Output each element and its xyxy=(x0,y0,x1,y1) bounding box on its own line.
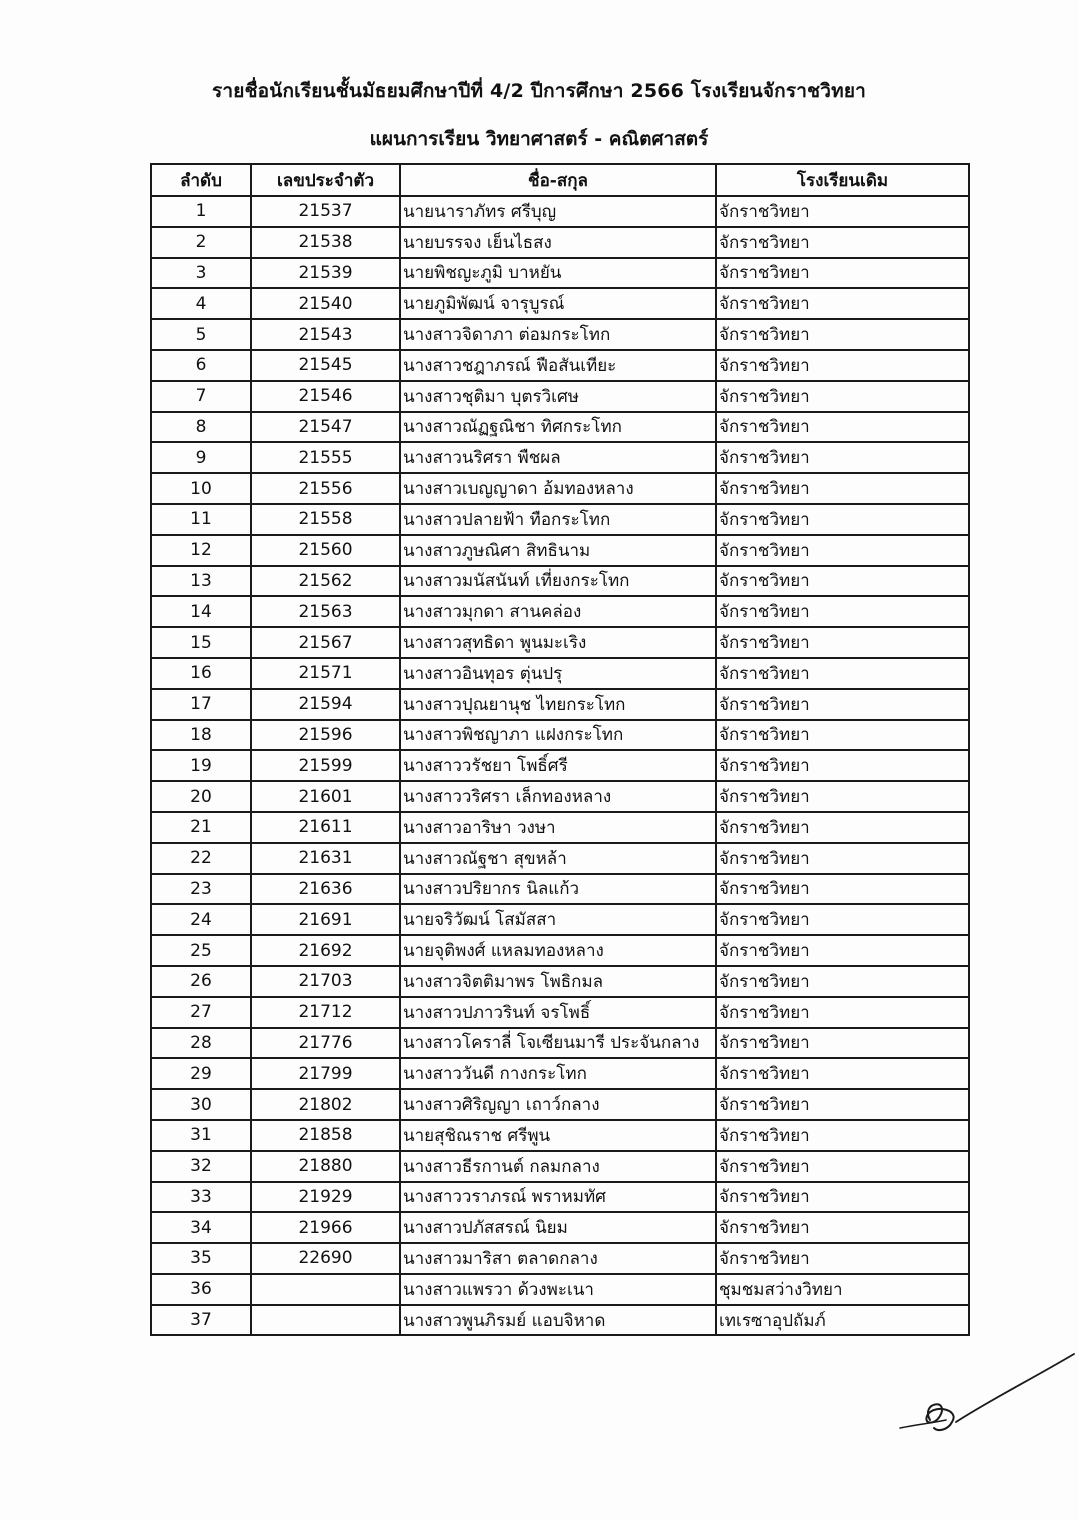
order-cell: 16 xyxy=(151,658,251,689)
table-row xyxy=(151,1243,969,1274)
order-cell: 25 xyxy=(151,935,251,966)
order-cell: 10 xyxy=(151,473,251,504)
order-cell: 28 xyxy=(151,1028,251,1059)
former-school-cell: จักราชวิทยา xyxy=(716,627,969,658)
order-cell: 30 xyxy=(151,1089,251,1120)
table-row xyxy=(151,966,969,997)
order-cell: 13 xyxy=(151,566,251,597)
order-cell: 9 xyxy=(151,442,251,473)
student-name-cell: นางสาวปุณยานุช ไทยกระโทก xyxy=(400,689,716,720)
student-name-cell: นางสาวธีรกานต์ กลมกลาง xyxy=(400,1151,716,1182)
student-name-cell: นางสาวจิตติมาพร โพธิกมล xyxy=(400,966,716,997)
student-id-cell: 21563 xyxy=(251,596,400,627)
order-cell: 11 xyxy=(151,504,251,535)
student-id-cell: 21540 xyxy=(251,288,400,319)
former-school-cell: จักราชวิทยา xyxy=(716,196,969,227)
table-row xyxy=(151,904,969,935)
order-cell: 18 xyxy=(151,720,251,751)
former-school-cell: จักราชวิทยา xyxy=(716,381,969,412)
student-id-cell: 21776 xyxy=(251,1028,400,1059)
order-cell: 31 xyxy=(151,1120,251,1151)
table-row xyxy=(151,1274,969,1305)
table-row xyxy=(151,1028,969,1059)
table-row xyxy=(151,1305,969,1336)
table-row xyxy=(151,412,969,443)
table-row xyxy=(151,227,969,258)
order-cell: 24 xyxy=(151,904,251,935)
table-row xyxy=(151,781,969,812)
student-name-cell: นางสาวชฎาภรณ์ ฟือสันเทียะ xyxy=(400,350,716,381)
table-row xyxy=(151,689,969,720)
table-row xyxy=(151,1212,969,1243)
table-row xyxy=(151,596,969,627)
student-name-cell: นายบรรจง เย็นไธสง xyxy=(400,227,716,258)
student-name-cell: นายพิชญะภูมิ บาหยัน xyxy=(400,258,716,289)
former-school-cell: จักราชวิทยา xyxy=(716,689,969,720)
table-row xyxy=(151,1182,969,1213)
student-id-cell: 21546 xyxy=(251,381,400,412)
order-cell: 20 xyxy=(151,781,251,812)
order-cell: 37 xyxy=(151,1305,251,1336)
former-school-cell: จักราชวิทยา xyxy=(716,1058,969,1089)
student-roster-table xyxy=(150,163,970,1336)
table-row xyxy=(151,504,969,535)
order-cell: 5 xyxy=(151,319,251,350)
former-school-cell: เทเรซาอุปถัมภ์ xyxy=(716,1305,969,1336)
student-name-cell: นายจริวัฒน์ โสมัสสา xyxy=(400,904,716,935)
student-id-cell: 21556 xyxy=(251,473,400,504)
order-cell: 23 xyxy=(151,874,251,905)
student-name-cell: นางสาวศิริญญา เถาว์กลาง xyxy=(400,1089,716,1120)
former-school-cell: ชุมชมสว่างวิทยา xyxy=(716,1274,969,1305)
table-row xyxy=(151,473,969,504)
former-school-cell: จักราชวิทยา xyxy=(716,781,969,812)
column-header-name: ชื่อ-สกุล xyxy=(400,164,716,196)
student-id-cell: 21555 xyxy=(251,442,400,473)
student-name-cell: นางสาวเบญญาดา อ้มทองหลาง xyxy=(400,473,716,504)
order-cell: 21 xyxy=(151,812,251,843)
student-id-cell: 21880 xyxy=(251,1151,400,1182)
former-school-cell: จักราชวิทยา xyxy=(716,1089,969,1120)
student-name-cell: นางสาวพิชญาภา แฝงกระโทก xyxy=(400,720,716,751)
former-school-cell: จักราชวิทยา xyxy=(716,874,969,905)
student-name-cell: นางสาวนริศรา พืชผล xyxy=(400,442,716,473)
former-school-cell: จักราชวิทยา xyxy=(716,596,969,627)
student-id-cell: 21712 xyxy=(251,997,400,1028)
order-cell: 27 xyxy=(151,997,251,1028)
student-name-cell: นายจุติพงศ์ แหลมทองหลาง xyxy=(400,935,716,966)
former-school-cell: จักราชวิทยา xyxy=(716,350,969,381)
former-school-cell: จักราชวิทยา xyxy=(716,843,969,874)
former-school-cell: จักราชวิทยา xyxy=(716,227,969,258)
former-school-cell: จักราชวิทยา xyxy=(716,1120,969,1151)
student-id-cell: 21802 xyxy=(251,1089,400,1120)
student-id-cell: 21538 xyxy=(251,227,400,258)
student-id-cell: 21562 xyxy=(251,566,400,597)
column-header-former-school: โรงเรียนเดิม xyxy=(716,164,969,196)
table-row xyxy=(151,935,969,966)
table-row xyxy=(151,843,969,874)
former-school-cell: จักราชวิทยา xyxy=(716,473,969,504)
former-school-cell: จักราชวิทยา xyxy=(716,720,969,751)
student-name-cell: นางสาวปภาวรินท์ จรโพธิ์ xyxy=(400,997,716,1028)
table-row xyxy=(151,997,969,1028)
student-id-cell: 21545 xyxy=(251,350,400,381)
order-cell: 7 xyxy=(151,381,251,412)
student-id-cell: 21631 xyxy=(251,843,400,874)
table-row xyxy=(151,1120,969,1151)
former-school-cell: จักราชวิทยา xyxy=(716,1182,969,1213)
student-name-cell: นายภูมิพัฒน์ จารุบูรณ์ xyxy=(400,288,716,319)
former-school-cell: จักราชวิทยา xyxy=(716,658,969,689)
table-row xyxy=(151,350,969,381)
order-cell: 34 xyxy=(151,1212,251,1243)
student-name-cell: นางสาวปลายฟ้า ทือกระโทก xyxy=(400,504,716,535)
student-name-cell: นางสาวพูนภิรมย์ แอบจิหาด xyxy=(400,1305,716,1336)
order-cell: 29 xyxy=(151,1058,251,1089)
table-row xyxy=(151,1089,969,1120)
table-row xyxy=(151,627,969,658)
student-id-cell: 21966 xyxy=(251,1212,400,1243)
order-cell: 12 xyxy=(151,535,251,566)
order-cell: 19 xyxy=(151,750,251,781)
page-subtitle: แผนการเรียน วิทยาศาสตร์ - คณิตศาสตร์ xyxy=(369,128,709,150)
table-row xyxy=(151,381,969,412)
former-school-cell: จักราชวิทยา xyxy=(716,935,969,966)
order-cell: 26 xyxy=(151,966,251,997)
order-cell: 6 xyxy=(151,350,251,381)
former-school-cell: จักราชวิทยา xyxy=(716,412,969,443)
student-name-cell: นางสาวปภัสสรณ์ นิยม xyxy=(400,1212,716,1243)
student-name-cell: นายนาราภัทร ศรีบุญ xyxy=(400,196,716,227)
student-id-cell: 21636 xyxy=(251,874,400,905)
order-cell: 22 xyxy=(151,843,251,874)
student-id-cell: 21560 xyxy=(251,535,400,566)
order-cell: 15 xyxy=(151,627,251,658)
former-school-cell: จักราชวิทยา xyxy=(716,750,969,781)
former-school-cell: จักราชวิทยา xyxy=(716,1028,969,1059)
student-name-cell: นางสาวโคราลี่ โจเซียนมารี ประจันกลาง xyxy=(400,1028,716,1059)
former-school-cell: จักราชวิทยา xyxy=(716,1243,969,1274)
former-school-cell: จักราชวิทยา xyxy=(716,442,969,473)
student-id-cell: 21571 xyxy=(251,658,400,689)
student-name-cell: นางสาวณัฐชา สุขหล้า xyxy=(400,843,716,874)
table-row xyxy=(151,196,969,227)
column-header-student-id: เลขประจำตัว xyxy=(251,164,400,196)
table-header-row xyxy=(151,164,969,196)
student-id-cell xyxy=(251,1305,400,1336)
table-row xyxy=(151,812,969,843)
student-id-cell: 21858 xyxy=(251,1120,400,1151)
student-name-cell: นางสาวมาริสา ตลาดกลาง xyxy=(400,1243,716,1274)
former-school-cell: จักราชวิทยา xyxy=(716,1151,969,1182)
student-id-cell: 21601 xyxy=(251,781,400,812)
former-school-cell: จักราชวิทยา xyxy=(716,966,969,997)
former-school-cell: จักราชวิทยา xyxy=(716,566,969,597)
order-cell: 17 xyxy=(151,689,251,720)
page-title: รายชื่อนักเรียนชั้นมัธยมศึกษาปีที่ 4/2 ปีการศึกษา 2566 โรงเรียนจักราชวิทยา xyxy=(211,80,867,102)
student-name-cell: นางสาวมุกดา สานคล่อง xyxy=(400,596,716,627)
student-name-cell: นางสาวแพรวา ด้วงพะเนา xyxy=(400,1274,716,1305)
student-id-cell: 21558 xyxy=(251,504,400,535)
student-id-cell: 21596 xyxy=(251,720,400,751)
student-id-cell: 21692 xyxy=(251,935,400,966)
student-id-cell: 21567 xyxy=(251,627,400,658)
table-row xyxy=(151,442,969,473)
student-name-cell: นางสาววันดี กางกระโทก xyxy=(400,1058,716,1089)
former-school-cell: จักราชวิทยา xyxy=(716,812,969,843)
former-school-cell: จักราชวิทยา xyxy=(716,504,969,535)
order-cell: 32 xyxy=(151,1151,251,1182)
table-row xyxy=(151,566,969,597)
student-name-cell: นางสาวชุติมา บุตรวิเศษ xyxy=(400,381,716,412)
student-id-cell: 21543 xyxy=(251,319,400,350)
student-name-cell: นางสาววริศรา เล็กทองหลาง xyxy=(400,781,716,812)
student-id-cell: 21539 xyxy=(251,258,400,289)
student-name-cell: นางสาวปริยากร นิลแก้ว xyxy=(400,874,716,905)
former-school-cell: จักราชวิทยา xyxy=(716,319,969,350)
student-name-cell: นายสุชิณราช ศรีพูน xyxy=(400,1120,716,1151)
table-row xyxy=(151,658,969,689)
student-name-cell: นางสาวภูษณิศา สิทธินาม xyxy=(400,535,716,566)
order-cell: 14 xyxy=(151,596,251,627)
handwritten-signature xyxy=(890,1340,1078,1440)
student-name-cell: นางสาววราภรณ์ พราหมทัศ xyxy=(400,1182,716,1213)
student-id-cell: 21547 xyxy=(251,412,400,443)
table-row xyxy=(151,319,969,350)
table-row xyxy=(151,1151,969,1182)
student-name-cell: นางสาวสุทธิดา พูนมะเริง xyxy=(400,627,716,658)
former-school-cell: จักราชวิทยา xyxy=(716,997,969,1028)
student-id-cell: 21611 xyxy=(251,812,400,843)
table-row xyxy=(151,720,969,751)
former-school-cell: จักราชวิทยา xyxy=(716,258,969,289)
order-cell: 3 xyxy=(151,258,251,289)
table-row xyxy=(151,258,969,289)
order-cell: 33 xyxy=(151,1182,251,1213)
student-id-cell: 21594 xyxy=(251,689,400,720)
order-cell: 8 xyxy=(151,412,251,443)
order-cell: 1 xyxy=(151,196,251,227)
student-id-cell: 21703 xyxy=(251,966,400,997)
table-row xyxy=(151,535,969,566)
student-id-cell: 21537 xyxy=(251,196,400,227)
student-id-cell: 21691 xyxy=(251,904,400,935)
table-row xyxy=(151,750,969,781)
student-name-cell: นางสาวจิดาภา ต่อมกระโทก xyxy=(400,319,716,350)
student-id-cell xyxy=(251,1274,400,1305)
student-id-cell: 21929 xyxy=(251,1182,400,1213)
former-school-cell: จักราชวิทยา xyxy=(716,904,969,935)
former-school-cell: จักราชวิทยา xyxy=(716,535,969,566)
student-name-cell: นางสาววรัชยา โพธิ์ศรี xyxy=(400,750,716,781)
table-row xyxy=(151,874,969,905)
order-cell: 36 xyxy=(151,1274,251,1305)
table-row xyxy=(151,1058,969,1089)
table-row xyxy=(151,288,969,319)
table-body xyxy=(151,196,969,1335)
student-name-cell: นางสาวมนัสนันท์ เที่ยงกระโทก xyxy=(400,566,716,597)
student-id-cell: 21799 xyxy=(251,1058,400,1089)
column-header-order: ลำดับ xyxy=(151,164,251,196)
former-school-cell: จักราชวิทยา xyxy=(716,288,969,319)
student-id-cell: 22690 xyxy=(251,1243,400,1274)
order-cell: 35 xyxy=(151,1243,251,1274)
former-school-cell: จักราชวิทยา xyxy=(716,1212,969,1243)
order-cell: 4 xyxy=(151,288,251,319)
student-name-cell: นางสาวอินทุอร ตุ่นปรุ xyxy=(400,658,716,689)
order-cell: 2 xyxy=(151,227,251,258)
student-id-cell: 21599 xyxy=(251,750,400,781)
student-name-cell: นางสาวณัฏฐณิชา ทิศกระโทก xyxy=(400,412,716,443)
student-name-cell: นางสาวอาริษา วงษา xyxy=(400,812,716,843)
